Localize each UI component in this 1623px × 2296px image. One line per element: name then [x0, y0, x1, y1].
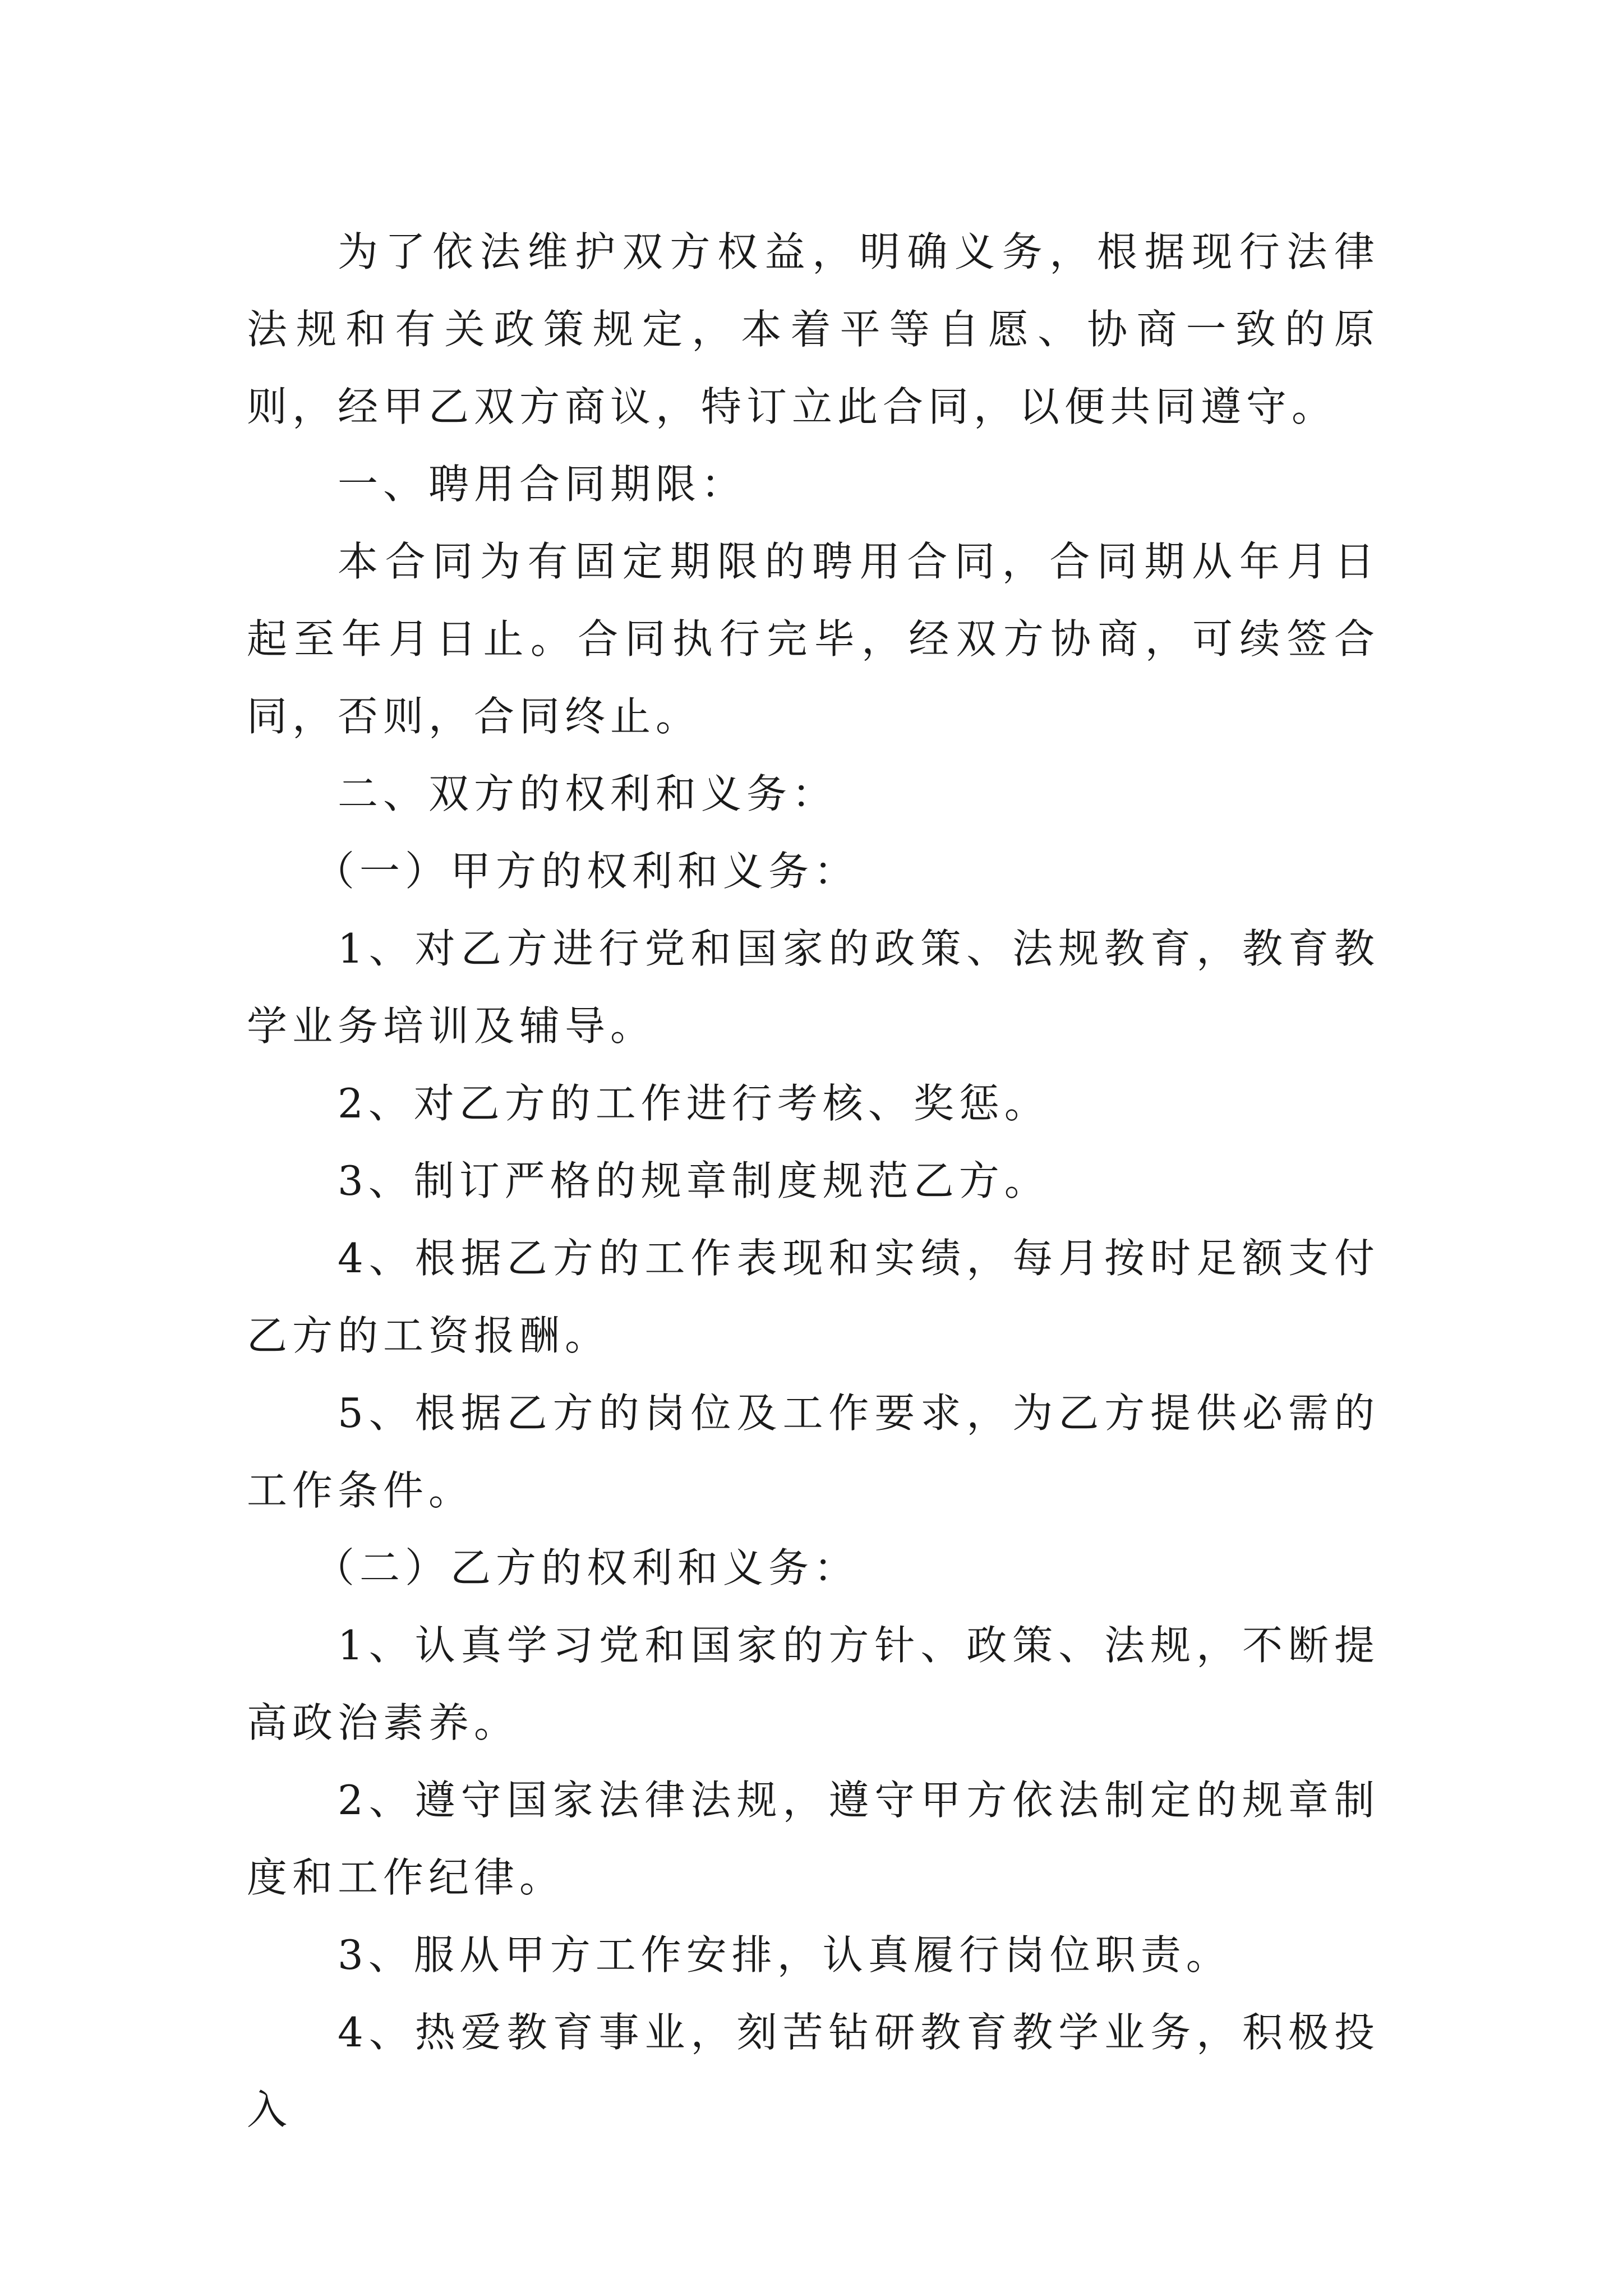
subsection-heading-party-b: （二）乙方的权利和义务：	[314, 1544, 860, 1591]
list-item-party-a-1: 1、对乙方进行党和国家的政策、法规教育，教育教学业务培训及辅导。	[247, 925, 1380, 1050]
subsection-heading-party-a: （一）甲方的权利和义务：	[314, 848, 860, 895]
list-item-party-a-5: 5、根据乙方的岗位及工作要求，为乙方提供必需的工作条件。	[247, 1389, 1380, 1514]
list-item-party-a-2: 2、对乙方的工作进行考核、奖惩。	[338, 1080, 1050, 1127]
list-item-party-a-3: 3、制订严格的规章制度规范乙方。	[338, 1157, 1050, 1204]
list-item-party-b-4: 4、热爱教育事业，刻苦钻研教育教学业务，积极投入	[247, 2009, 1380, 2133]
section-heading-rights: 二、双方的权利和义务：	[338, 770, 838, 817]
section-heading-term: 一、聘用合同期限：	[338, 461, 747, 508]
document-body	[247, 213, 1380, 2148]
list-item-party-a-4: 4、根据乙方的工作表现和实绩，每月按时足额支付乙方的工资报酬。	[247, 1235, 1380, 1359]
list-item-party-b-2: 2、遵守国家法律法规，遵守甲方依法制定的规章制度和工作纪律。	[247, 1777, 1380, 1901]
list-item-party-b-1: 1、认真学习党和国家的方针、政策、法规，不断提高政治素养。	[247, 1622, 1380, 1746]
list-item-party-b-3: 3、服从甲方工作安排，认真履行岗位职责。	[338, 1931, 1232, 1978]
paragraph-term: 本合同为有固定期限的聘用合同，合同期从年月日起至年月日止。合同执行完毕，经双方协商，可续签合同，否则，合同终止。	[247, 538, 1380, 740]
paragraph-preamble: 为了依法维护双方权益，明确义务，根据现行法律法规和有关政策规定，本着平等自愿、协商一致的原则，经甲乙双方商议，特订立此合同，以便共同遵守。	[247, 228, 1380, 430]
